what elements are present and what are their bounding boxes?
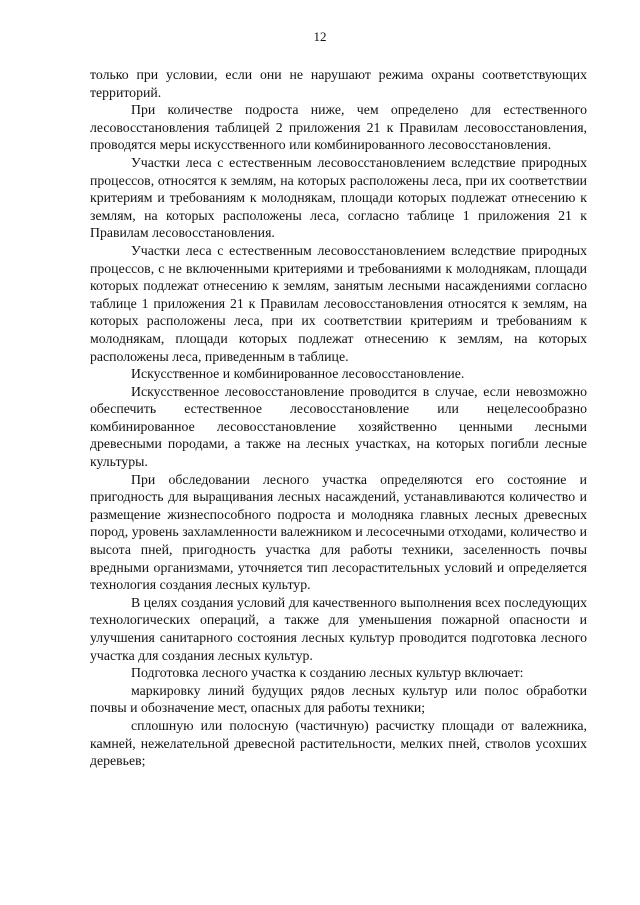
document-body xyxy=(90,66,587,770)
list-item-clearing: сплошную или полосную (частичную) расчистку площади от валежника, камней, нежелательной древесной растительности, мелких пней, стволов усохших деревьев; xyxy=(90,717,587,769)
section-heading-artificial-regeneration: Искусственное и комбинированное лесовосстановление. xyxy=(131,366,465,382)
paragraph-natural-regeneration-lands: Участки леса с естественным лесовосстановлением вследствие природных процессов, относятся к землям, на которых расположены леса, при их соответствии критериям и требованиям к молоднякам, площади которых подлежат отнесению к землям, на которых расположены леса, согласно таблице 1 приложения 21 к Правилам лесовосстановления. xyxy=(90,154,587,241)
paragraph-natural-regeneration-criteria: Участки леса с естественным лесовосстановлением вследствие природных процессов, с не включенными критериями и требованиями к молоднякам, площади которых подлежат отнесению к землям, занятым лесными насаждениями согласно таблице 1 приложения 21 к Правилам лесовосстановления относятся к землям, на которых расположены леса, при их соответствии критериям и требованиям к молоднякам, площади которых подлежат отнесению к землям, на которых расположены леса, приведенным в таблице. xyxy=(90,242,587,364)
page-number: 12 xyxy=(313,29,327,44)
list-item-marking: маркировку линий будущих рядов лесных культур или полос обработки почвы и обозначение мест, опасных для работы техники; xyxy=(90,682,587,716)
paragraph-continuation: только при условии, если они не нарушают режима охраны соответствующих территорий. xyxy=(90,67,587,100)
paragraph-undergrowth-measures: При количестве подроста ниже, чем определено для естественного лесовосстановления таблицей 2 приложения 21 к Правилам лесовосстановления, проводятся меры искусственного или комбинированного лесовосстановления. xyxy=(90,102,587,153)
paragraph-artificial-regeneration-cases: Искусственное лесовосстановление проводится в случае, если невозможно обеспечить естественное лесовосстановление или нецелесообразно комбинированное лесовосстановление хозяйственно ценными лесными древесными породами, а также на лесных участках, на которых погибли лесные культуры. xyxy=(90,383,587,470)
paragraph-site-preparation-includes: Подготовка лесного участка к созданию лесных культур включает: xyxy=(131,665,524,681)
paragraph-site-preparation-purpose: В целях создания условий для качественного выполнения всех последующих технологических операций, а также для уменьшения пожарной опасности и улучшения санитарного состояния лесных культур проводится подготовка лесного участка для создания лесных культур. xyxy=(90,594,587,663)
paragraph-site-survey: При обследовании лесного участка определяются его состояние и пригодность для выращивания лесных насаждений, устанавливаются количество и размещение жизнеспособного подроста и молодняка главных лесных древесных пород, уровень захламленности валежником и лесосечными отходами, количество и высота пней, пригодность участка для работы техники, заселенность почвы вредными организмами, уточняется тип лесорастительных условий и определяется технология создания лесных культур. xyxy=(90,471,587,593)
